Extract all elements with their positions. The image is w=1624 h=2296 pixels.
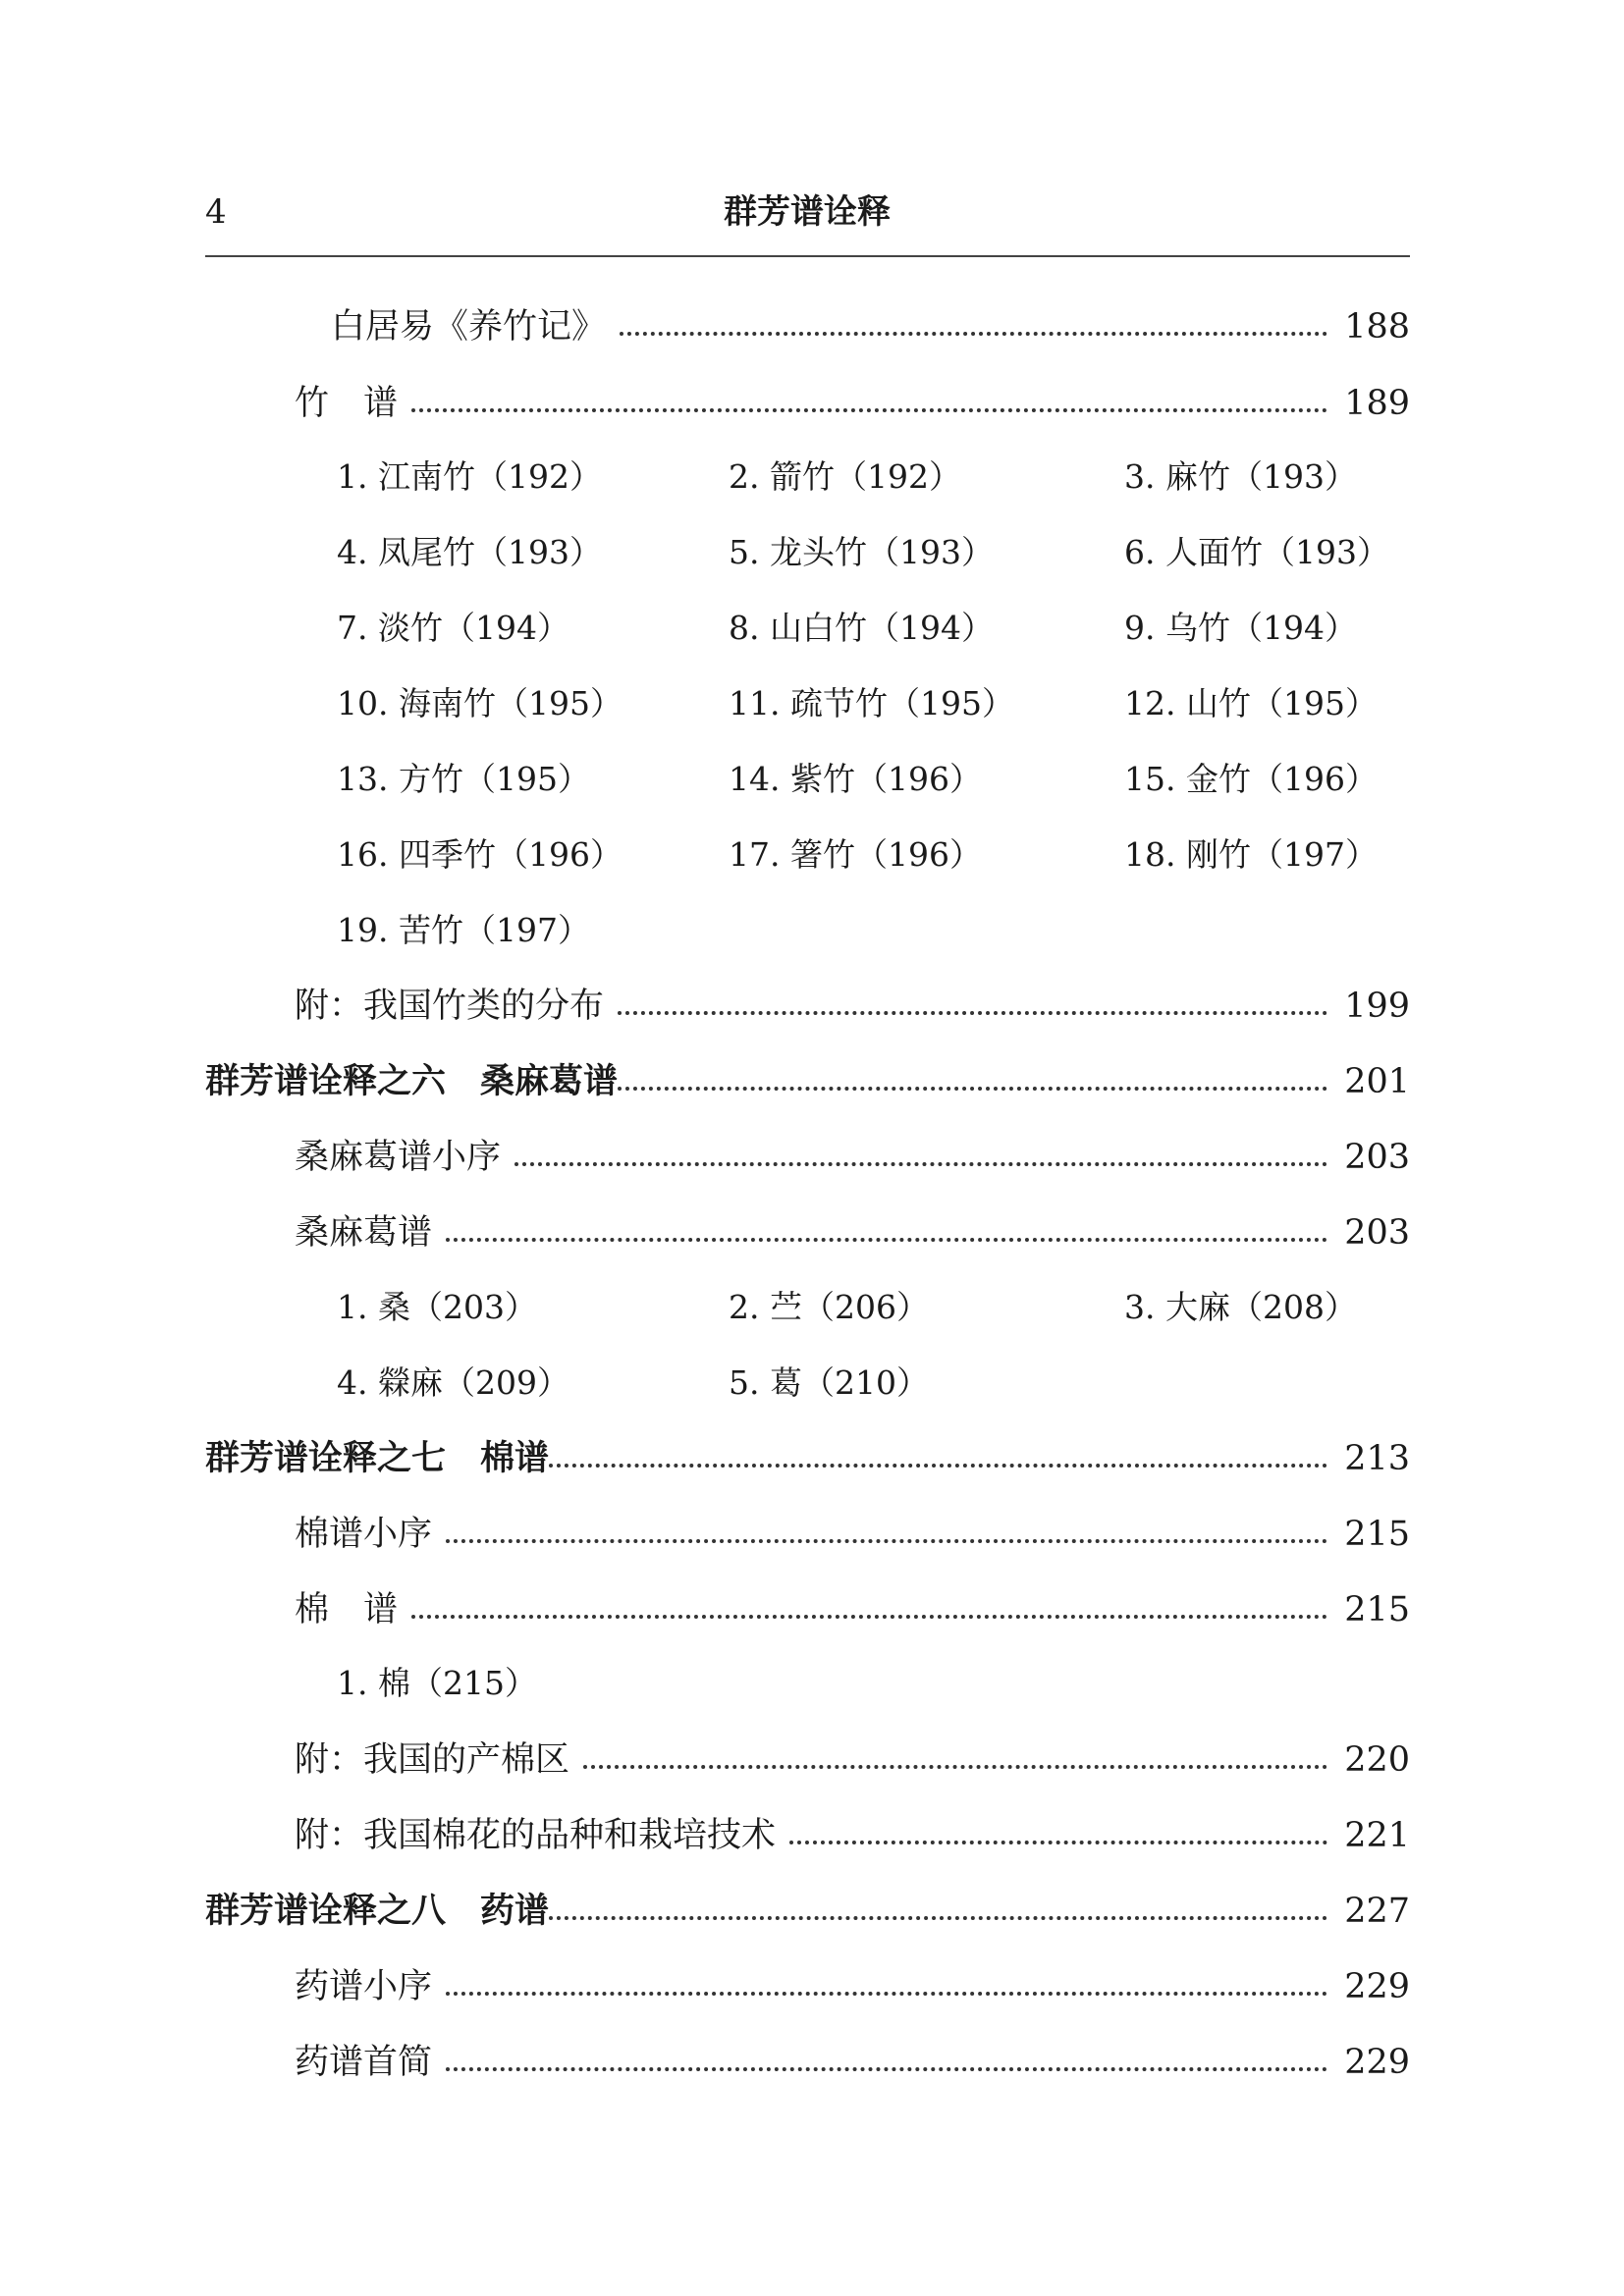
toc-entry-label: 棉谱小序 (295, 1515, 433, 1554)
toc-subitem[interactable]: 10. 海南竹（195） (337, 684, 623, 722)
toc-entry[interactable] (295, 982, 1410, 1031)
toc-subitem[interactable]: 13. 方竹（195） (337, 760, 590, 798)
toc-entry[interactable] (295, 1133, 1410, 1182)
toc-entry-label: 群芳谱诠释之六 桑麻葛谱 (205, 1061, 619, 1101)
toc-subitem[interactable]: 16. 四季竹（196） (337, 835, 623, 874)
toc-entry-page: 201 (1344, 1062, 1410, 1101)
toc-entry-page: 203 (1344, 1138, 1410, 1177)
toc-subitem[interactable]: 3. 大麻（208） (1124, 1288, 1357, 1326)
toc-entry-page: 215 (1344, 1590, 1410, 1629)
toc-entry-page: 215 (1344, 1515, 1410, 1554)
toc-subitem[interactable]: 14. 紫竹（196） (729, 760, 982, 798)
dot-leader (446, 1992, 1327, 1996)
toc-subitem[interactable]: 1. 桑（203） (337, 1288, 537, 1326)
dot-leader (549, 1464, 1327, 1468)
dot-leader (789, 1841, 1327, 1844)
toc-entry[interactable] (295, 1962, 1410, 2011)
running-title: 群芳谱诠释 (724, 192, 891, 232)
dot-leader (411, 1615, 1327, 1619)
toc-entry[interactable] (295, 379, 1410, 428)
toc-subitem[interactable]: 7. 淡竹（194） (337, 609, 569, 647)
toc-subitem[interactable]: 15. 金竹（196） (1124, 760, 1378, 798)
toc-subitem[interactable]: 4. 檾麻（209） (337, 1363, 569, 1402)
toc-subitem[interactable]: 19. 苦竹（197） (337, 911, 590, 949)
toc-entry[interactable] (295, 1811, 1410, 1860)
toc-entry-label: 药谱首简 (295, 2043, 433, 2082)
toc-entry-page: 229 (1344, 2043, 1410, 2082)
toc-entry-label: 群芳谱诠释之七 棉谱 (205, 1438, 550, 1478)
toc-entry-page: 199 (1344, 987, 1410, 1026)
dot-leader (514, 1162, 1327, 1166)
toc-subitem[interactable]: 9. 乌竹（194） (1124, 609, 1357, 647)
dot-leader (446, 2067, 1327, 2071)
toc-entry-label: 白居易《养竹记》 (331, 307, 607, 347)
dot-leader (549, 1916, 1327, 1920)
toc-entry-label: 附：我国的产棉区 (295, 1740, 570, 1780)
toc-entry-page: 221 (1344, 1816, 1410, 1855)
toc-subitem[interactable]: 17. 箸竹（196） (729, 835, 982, 874)
toc-subitem[interactable]: 12. 山竹（195） (1124, 684, 1378, 722)
toc-entry[interactable] (295, 1735, 1410, 1785)
toc-entry-label: 群芳谱诠释之八 药谱 (205, 1891, 550, 1931)
dot-leader (618, 1011, 1327, 1015)
dot-leader (446, 1238, 1327, 1242)
toc-entry-label: 竹 谱 (295, 384, 399, 423)
toc-subitem[interactable]: 11. 疏节竹（195） (729, 684, 1014, 722)
toc-entry-label: 棉 谱 (295, 1590, 399, 1629)
toc-subitem[interactable]: 4. 凤尾竹（193） (337, 533, 602, 571)
toc-entry-page: 229 (1344, 1967, 1410, 2006)
toc-entry[interactable] (295, 1510, 1410, 1559)
toc-entry[interactable] (295, 1585, 1410, 1634)
toc-subitem[interactable]: 1. 江南竹（192） (337, 457, 602, 496)
toc-subitem[interactable]: 8. 山白竹（194） (729, 609, 994, 647)
toc-chapter-entry[interactable] (205, 1887, 1410, 1936)
toc-subitem[interactable]: 1. 棉（215） (337, 1664, 537, 1702)
toc-entry-page: 220 (1344, 1740, 1410, 1780)
toc-entry-label: 附：我国竹类的分布 (295, 987, 605, 1026)
toc-chapter-entry[interactable] (205, 1057, 1410, 1106)
toc-entry[interactable] (295, 2038, 1410, 2087)
toc-entry-page: 227 (1344, 1892, 1410, 1931)
toc-subitem[interactable]: 5. 龙头竹（193） (729, 533, 994, 571)
toc-entry-label: 桑麻葛谱小序 (295, 1138, 502, 1177)
page-number: 4 (205, 192, 227, 232)
dot-leader (411, 408, 1327, 412)
dot-leader (446, 1539, 1327, 1543)
toc-entry-label: 药谱小序 (295, 1967, 433, 2006)
toc-subitem[interactable]: 2. 箭竹（192） (729, 457, 961, 496)
toc-entry-page: 203 (1344, 1213, 1410, 1253)
toc-chapter-entry[interactable] (205, 1434, 1410, 1483)
dot-leader (618, 1087, 1327, 1091)
dot-leader (583, 1765, 1327, 1769)
toc-subitem[interactable]: 6. 人面竹（193） (1124, 533, 1389, 571)
toc-subitem[interactable]: 5. 葛（210） (729, 1363, 929, 1402)
toc-entry-page: 213 (1344, 1439, 1410, 1478)
toc-entry[interactable] (295, 1208, 1410, 1257)
dot-leader (620, 332, 1327, 336)
toc-subitem[interactable]: 3. 麻竹（193） (1124, 457, 1357, 496)
toc-subitem[interactable]: 2. 苎（206） (729, 1288, 929, 1326)
toc-entry-page: 188 (1344, 307, 1410, 347)
toc-entry-page: 189 (1344, 384, 1410, 423)
toc-entry[interactable] (331, 302, 1410, 351)
toc-subitem[interactable]: 18. 刚竹（197） (1124, 835, 1378, 874)
toc-entry-label: 附：我国棉花的品种和栽培技术 (295, 1816, 777, 1855)
toc-entry-label: 桑麻葛谱 (295, 1213, 433, 1253)
